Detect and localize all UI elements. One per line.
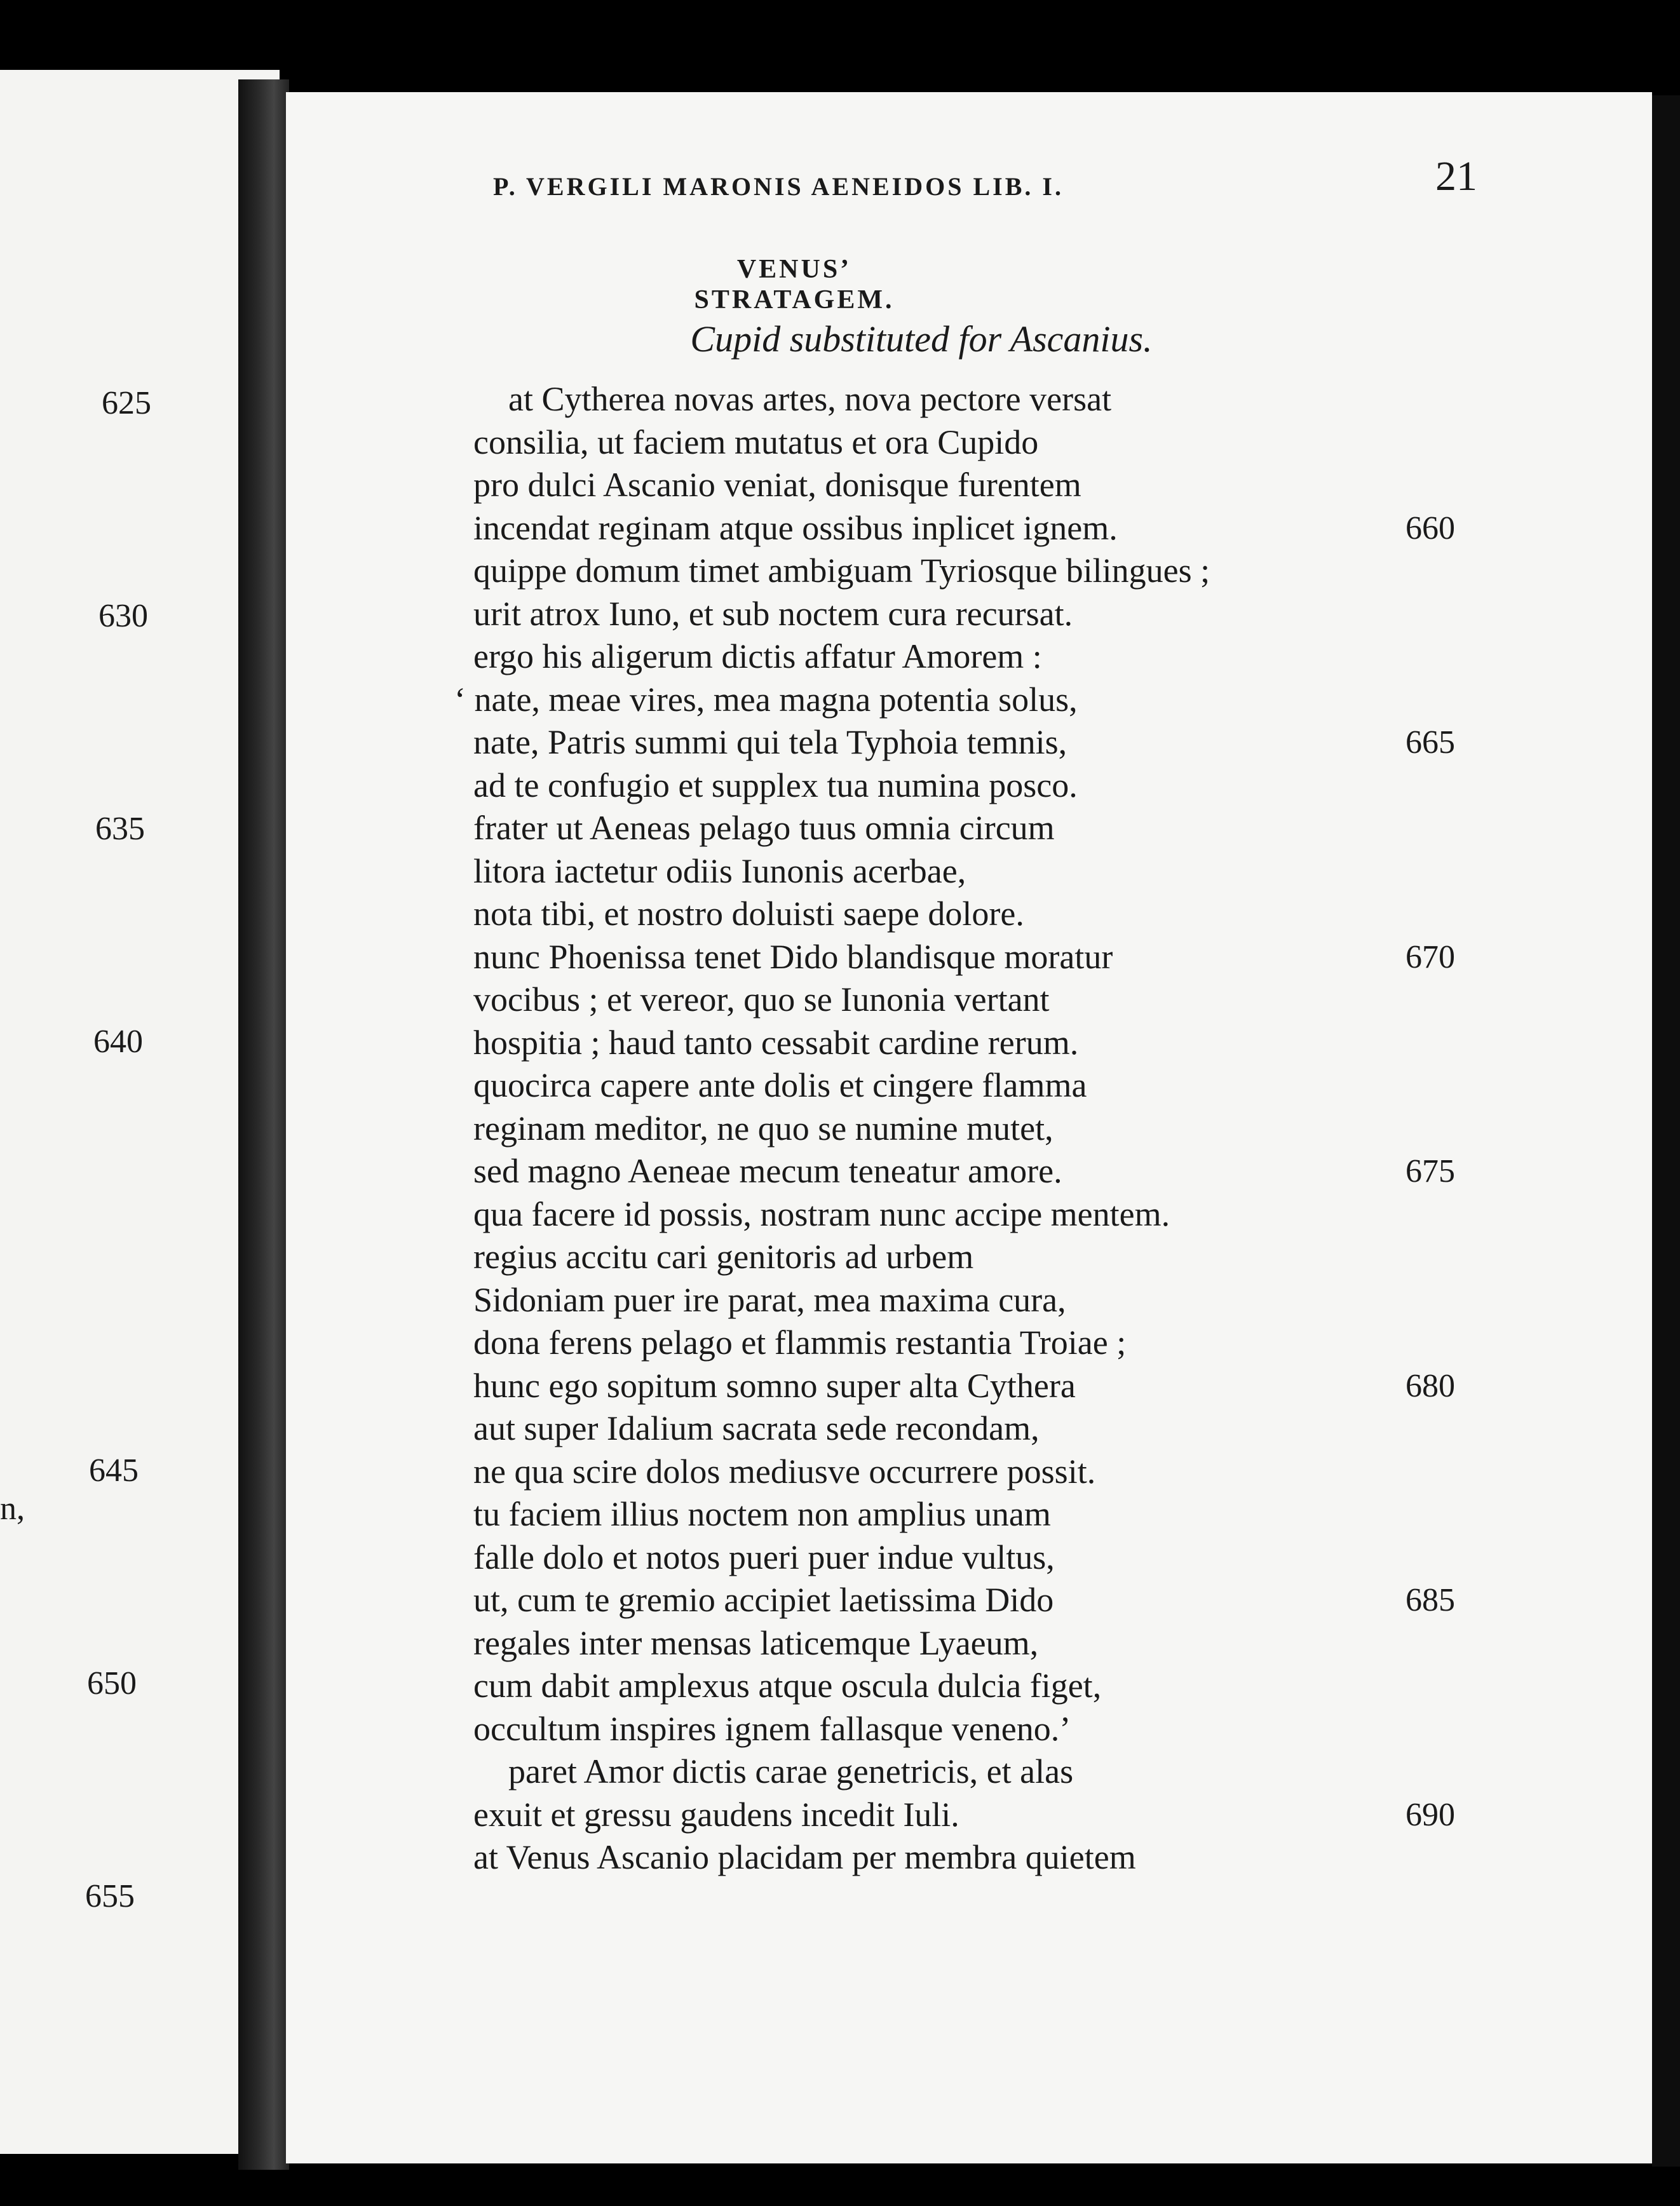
verse-line: nate, Patris summi qui tela Typhoia temnis, — [473, 723, 1067, 761]
verse-line: urit atrox Iuno, et sub noctem cura recursat. — [473, 594, 1073, 633]
verse-line: quippe domum timet ambiguam Tyriosque bilingues ; — [473, 552, 1210, 590]
page-edge-shadow — [1652, 95, 1680, 2167]
left-line-number: 645 — [89, 1452, 139, 1489]
verse-line: Sidoniam puer ire parat, mea maxima cura, — [473, 1280, 1066, 1319]
verse-line: consilia, ut faciem mutatus et ora Cupido — [473, 423, 1039, 461]
verse-line: at Venus Ascanio placidam per membra quietem — [473, 1838, 1136, 1876]
verse-line: quocirca capere ante dolis et cingere flamma — [473, 1066, 1087, 1104]
verse-line: hunc ego sopitum somno super alta Cythera — [473, 1366, 1076, 1405]
section-title: VENUS’ STRATAGEM. — [694, 255, 895, 315]
verse-line: paret Amor dictis carae genetricis, et alas — [508, 1752, 1074, 1790]
verse-line: tu faciem illius noctem non amplius unam — [473, 1495, 1051, 1533]
verse-line: ut, cum te gremio accipiet laetissima Dido — [473, 1581, 1054, 1619]
page-number: 21 — [1435, 153, 1477, 200]
left-line-number: 635 — [95, 811, 145, 847]
verse-line: litora iactetur odiis Iunonis acerbae, — [473, 851, 966, 890]
verse-line: ne qua scire dolos mediusve occurrere possit. — [473, 1452, 1096, 1491]
verse-block — [454, 378, 1395, 1879]
verse-line: nunc Phoenissa tenet Dido blandisque moratur — [473, 937, 1113, 976]
verse-line: regales inter mensas laticemque Lyaeum, — [473, 1623, 1039, 1662]
verse-line: reginam meditor, ne quo se numine mutet, — [473, 1109, 1053, 1147]
verse-line: hospitia ; haud tanto cessabit cardine rerum. — [473, 1023, 1079, 1062]
verse-line: falle dolo et notos pueri puer indue vultus, — [473, 1538, 1055, 1576]
verse-line: aut super Idalium sacrata sede recondam, — [473, 1409, 1040, 1447]
left-line-number: 655 — [85, 1878, 135, 1914]
left-line-number: 630 — [98, 598, 148, 634]
left-line-number: 650 — [87, 1665, 137, 1702]
verse-line: exuit et gressu gaudens incedit Iuli. — [473, 1795, 959, 1834]
verse-line: nota tibi, et nostro doluisti saepe dolore. — [473, 895, 1024, 933]
verse-line: occultum inspires ignem fallasque veneno.’ — [473, 1709, 1071, 1748]
right-line-number: 660 — [1406, 510, 1455, 546]
verse-line: frater ut Aeneas pelago tuus omnia circum — [473, 809, 1055, 847]
left-line-number: 625 — [102, 385, 151, 421]
verse-line: at Cytherea novas artes, nova pectore versat — [508, 380, 1112, 418]
section-subtitle: Cupid substituted for Ascanius. — [690, 318, 1153, 360]
verse-line: regius accitu cari genitoris ad urbem — [473, 1238, 974, 1276]
verse-line: vocibus ; et vereor, quo se Iunonia vertant — [473, 980, 1050, 1018]
verse-line: cum dabit amplexus atque oscula dulcia figet, — [473, 1667, 1102, 1705]
right-line-number: 680 — [1406, 1367, 1455, 1404]
right-line-number: 675 — [1406, 1153, 1455, 1189]
verse-line: sed magno Aeneae mecum teneatur amore. — [473, 1152, 1062, 1190]
running-head: P. VERGILI MARONIS AENEIDOS LIB. I. — [493, 172, 1064, 201]
right-line-number: 685 — [1406, 1582, 1455, 1618]
verse-line: qua facere id possis, nostram nunc accipe mentem. — [473, 1194, 1170, 1233]
verse-line: dona ferens pelago et flammis restantia Troiae ; — [473, 1323, 1127, 1362]
right-line-number: 670 — [1406, 938, 1455, 975]
left-text-fragment: n, — [0, 1491, 25, 1527]
verse-line: pro dulci Ascanio veniat, donisque furentem — [473, 466, 1081, 504]
verse-line: ad te confugio et supplex tua numina posco. — [473, 766, 1078, 804]
verse-line: ergo his aligerum dictis affatur Amorem : — [473, 637, 1042, 675]
verse-line: ‘ nate, meae vires, mea magna potentia solus, — [454, 680, 1078, 719]
left-facing-page — [0, 70, 280, 2154]
right-line-number: 665 — [1406, 724, 1455, 761]
book-gutter — [238, 79, 289, 2170]
right-line-number: 690 — [1406, 1796, 1455, 1833]
left-line-number: 640 — [93, 1024, 143, 1060]
verse-line: incendat reginam atque ossibus inplicet ignem. — [473, 508, 1118, 547]
